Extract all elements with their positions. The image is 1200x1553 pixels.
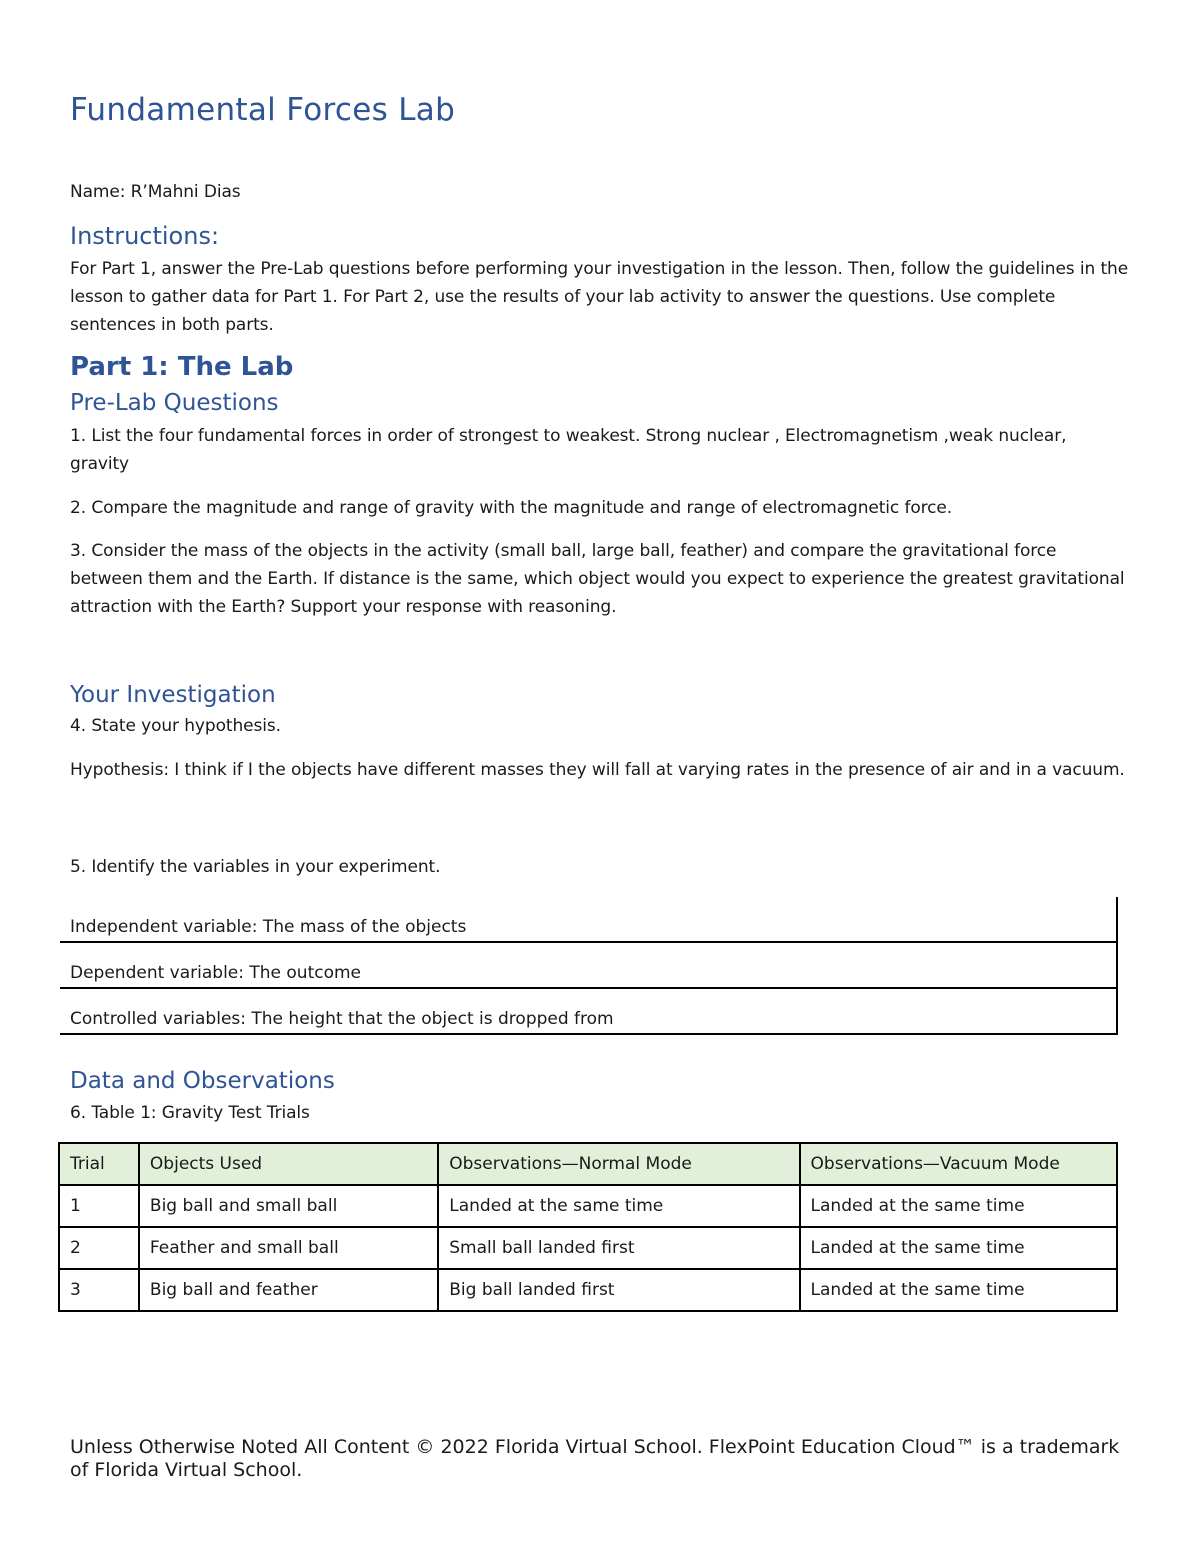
- prelab-heading: Pre-Lab Questions: [70, 390, 279, 416]
- table-header-row: [59, 1143, 1117, 1185]
- table-row: [59, 1185, 1117, 1227]
- independent-variable: Independent variable: The mass of the objects: [60, 897, 1117, 942]
- header-vacuum-mode: Observations—Vacuum Mode: [800, 1143, 1117, 1185]
- vacuum-mode-cell: Landed at the same time: [800, 1227, 1117, 1269]
- question-2: 2. Compare the magnitude and range of gravity with the magnitude and range of electromagnetic force.: [70, 498, 953, 518]
- variables-table: [60, 897, 1118, 1035]
- question-5: 5. Identify the variables in your experiment.: [70, 857, 441, 877]
- objects-cell: Big ball and feather: [139, 1269, 438, 1311]
- normal-mode-cell: Landed at the same time: [438, 1185, 799, 1227]
- header-normal-mode: Observations—Normal Mode: [438, 1143, 799, 1185]
- instructions-text: For Part 1, answer the Pre-Lab questions before performing your investigation in the lesson. Then, follow the guidelines in the lesson to gather data for Part 1. For Part 2, use the results of your lab activity to answer the questions. Use complete sentences in both parts.: [70, 259, 1129, 335]
- question-4: 4. State your hypothesis.: [70, 716, 281, 736]
- part1-heading: Part 1: The Lab: [70, 352, 294, 382]
- normal-mode-cell: Big ball landed first: [438, 1269, 799, 1311]
- header-objects-used: Objects Used: [139, 1143, 438, 1185]
- investigation-heading: Your Investigation: [70, 682, 276, 708]
- copyright-footer: Unless Otherwise Noted All Content © 2022 Florida Virtual School. FlexPoint Education Cloud™ is a trademark of Florida Virtual School.: [70, 1436, 1120, 1481]
- table-row: [59, 1269, 1117, 1311]
- instructions-heading: Instructions:: [70, 222, 220, 250]
- gravity-trials-table: [58, 1142, 1118, 1312]
- document-title: Fundamental Forces Lab: [70, 92, 456, 128]
- table-row: [60, 897, 1117, 942]
- question-3: 3. Consider the mass of the objects in the activity (small ball, large ball, feather) and compare the gravitational force between them and the Earth. If distance is the same, which object would you expect to experience the greatest gravitational attraction with the Earth? Support your response with reasoning.: [70, 541, 1125, 617]
- trial-cell: 2: [59, 1227, 139, 1269]
- question-1: 1. List the four fundamental forces in order of strongest to weakest. Strong nuclear , Electromagnetism ,weak nuclear, gravity: [70, 426, 1067, 474]
- objects-cell: Feather and small ball: [139, 1227, 438, 1269]
- dependent-variable: Dependent variable: The outcome: [60, 942, 1117, 988]
- vacuum-mode-cell: Landed at the same time: [800, 1269, 1117, 1311]
- trial-cell: 3: [59, 1269, 139, 1311]
- vacuum-mode-cell: Landed at the same time: [800, 1185, 1117, 1227]
- trial-cell: 1: [59, 1185, 139, 1227]
- hypothesis-text: Hypothesis: I think if I the objects have different masses they will fall at varying rates in the presence of air and in a vacuum.: [70, 760, 1125, 780]
- data-heading: Data and Observations: [70, 1068, 335, 1094]
- objects-cell: Big ball and small ball: [139, 1185, 438, 1227]
- table-row: [60, 942, 1117, 988]
- table-row: [59, 1227, 1117, 1269]
- header-trial: Trial: [59, 1143, 139, 1185]
- controlled-variables: Controlled variables: The height that the object is dropped from: [60, 988, 1117, 1034]
- table-row: [60, 988, 1117, 1034]
- normal-mode-cell: Small ball landed first: [438, 1227, 799, 1269]
- table-caption: 6. Table 1: Gravity Test Trials: [70, 1103, 310, 1123]
- name-line: Name: R’Mahni Dias: [70, 182, 241, 202]
